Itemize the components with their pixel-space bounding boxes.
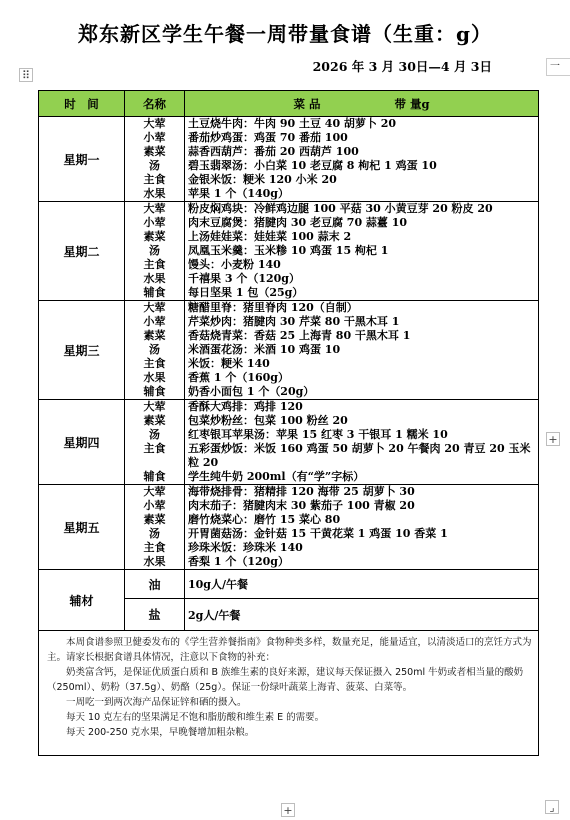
table-row — [39, 631, 539, 756]
dish-item: 糖醋里脊：猪里脊肉 120（自制） — [188, 301, 358, 314]
course-name: 小荤 — [143, 499, 166, 512]
course-name: 小荤 — [143, 131, 166, 144]
course-name: 主食 — [143, 258, 166, 271]
salt-value: 2g人/午餐 — [185, 599, 539, 631]
dish-item: 香梨 1 个（120g） — [188, 555, 289, 568]
side-tab[interactable]: 一 — [546, 58, 570, 76]
day-cell: 星期一 — [39, 117, 125, 202]
menu-table — [38, 90, 539, 756]
course-name — [125, 456, 184, 470]
dish-item: 香酥大鸡排：鸡排 120 — [188, 400, 303, 413]
dish-item: 千禧果 3 个（120g） — [188, 272, 300, 285]
dish-item: 米酒蛋花汤：米酒 10 鸡蛋 10 — [188, 343, 341, 356]
course-name: 辅食 — [143, 385, 166, 398]
dish-item: 粉皮焖鸡块：冷鲜鸡边腿 100 平菇 30 小黄豆芽 20 粉皮 20 — [188, 202, 493, 215]
dish-item: 肉末茄子：猪腱肉末 30 紫茄子 100 青椒 20 — [188, 499, 415, 512]
course-name: 大荤 — [143, 117, 166, 130]
course-name: 汤 — [149, 428, 160, 441]
course-name: 汤 — [149, 159, 160, 172]
course-name: 主食 — [143, 173, 166, 186]
add-row-icon[interactable]: + — [281, 803, 295, 817]
dish-item: 碧玉翡翠汤：小白菜 10 老豆腐 8 枸杞 1 鸡蛋 10 — [188, 159, 437, 172]
dish-item: 学生纯牛奶 200ml（有“学”字标） — [188, 470, 365, 483]
dish-item: 珍珠米饭：珍珠米 140 — [188, 541, 303, 554]
course-name: 大荤 — [143, 301, 166, 314]
course-name: 水果 — [143, 272, 166, 285]
name-cell — [125, 117, 185, 202]
dish-item: 五彩蛋炒饭：米饭 160 鸡蛋 50 胡萝卜 20 午餐肉 20 青豆 20 玉米粒 20 — [188, 442, 531, 469]
course-name: 水果 — [143, 555, 166, 568]
dish-item: 番茄炒鸡蛋：鸡蛋 70 番茄 100 — [188, 131, 348, 144]
course-name: 汤 — [149, 244, 160, 257]
day-cell: 星期五 — [39, 485, 125, 570]
name-cell — [125, 400, 185, 485]
dish-item: 海带烧排骨：猪精排 120 海带 25 胡萝卜 30 — [188, 485, 415, 498]
course-name: 大荤 — [143, 485, 166, 498]
dish-item: 凤凰玉米羹：玉米糁 10 鸡蛋 15 枸杞 1 — [188, 244, 389, 257]
course-name: 小荤 — [143, 216, 166, 229]
dish-item: 芹菜炒肉：猪腱肉 30 芹菜 80 干黑木耳 1 — [188, 315, 400, 328]
day-cell: 星期三 — [39, 301, 125, 400]
oil-value: 10g人/午餐 — [185, 570, 539, 599]
day-cell: 星期二 — [39, 202, 125, 301]
note-paragraph: 每天 10 克左右的坚果满足不饱和脂肪酸和维生素 E 的需要。 — [66, 712, 325, 723]
header-dish: 菜 品 — [293, 96, 321, 111]
dish-item: 每日坚果 1 包（25g） — [188, 286, 304, 299]
dish-item: 磨竹烧菜心：磨竹 15 菜心 80 — [188, 513, 341, 526]
course-name: 汤 — [149, 343, 160, 356]
table-move-handle-icon[interactable]: ⠿ — [19, 68, 33, 82]
course-name: 主食 — [143, 541, 166, 554]
page-title: 郑东新区学生午餐一周带量食谱（生重：g） — [78, 22, 492, 46]
dish-cell — [185, 485, 539, 570]
note-paragraph: 每天 200-250 克水果，早晚餐增加粗杂粮。 — [66, 727, 255, 738]
dish-item: 红枣银耳苹果汤：苹果 15 红枣 3 干银耳 1 糯米 10 — [188, 428, 448, 441]
notes-cell — [39, 631, 539, 756]
dish-cell — [185, 117, 539, 202]
day-cell: 星期四 — [39, 400, 125, 485]
course-name: 汤 — [149, 527, 160, 540]
dish-item: 开胃菌菇汤：金针菇 15 干黄花菜 1 鸡蛋 10 香菜 1 — [188, 527, 448, 540]
aux-label: 辅材 — [39, 570, 125, 631]
dish-item: 包菜炒粉丝：包菜 100 粉丝 20 — [188, 414, 348, 427]
name-cell — [125, 485, 185, 570]
course-name: 素菜 — [143, 329, 166, 342]
dish-cell — [185, 202, 539, 301]
salt-name: 盐 — [125, 599, 185, 631]
dish-item: 香蕉 1 个（160g） — [188, 371, 289, 384]
course-name: 主食 — [143, 442, 166, 455]
course-name: 素菜 — [143, 513, 166, 526]
dish-item: 金银米饭：粳米 120 小米 20 — [188, 173, 337, 186]
table-row — [39, 570, 539, 599]
note-paragraph: 本周食谱参照卫健委发布的《学生营养餐指南》食物种类多样，数量充足，能量适宜，以清淡适口的烹饪方式为主。请家长根据食谱具体情况，注意以下食物的补充： — [47, 637, 532, 663]
add-column-icon[interactable]: + — [546, 432, 560, 446]
note-paragraph: 奶类富含钙，是保证优质蛋白质和 B 族维生素的良好来源，建议每天保证摄入 250ml 牛奶或者相当量的酸奶（250ml）、奶粉（37.5g）、奶酪（25g）。保证一份绿叶蔬菜上海青、菠菜、白菜等。 — [47, 667, 524, 693]
header-amount: 带 量g — [394, 96, 430, 111]
table-resize-icon[interactable]: ⌟ — [545, 800, 559, 814]
dish-cell — [185, 400, 539, 485]
dish-item: 上汤娃娃菜：娃娃菜 100 蒜末 2 — [188, 230, 352, 243]
note-paragraph: 一周吃一到两次海产品保证锌和硒的摄入。 — [66, 697, 247, 708]
dish-item: 米饭：粳米 140 — [188, 357, 270, 370]
dish-item: 馒头：小麦粉 140 — [188, 258, 281, 271]
dish-item: 香菇烧青菜：香菇 25 上海青 80 干黑木耳 1 — [188, 329, 411, 342]
dish-cell — [185, 301, 539, 400]
table-header-row — [39, 91, 539, 117]
course-name: 大荤 — [143, 202, 166, 215]
course-name: 素菜 — [143, 145, 166, 158]
table-row — [39, 485, 539, 570]
dish-item: 肉末豆腐煲：猪腱肉 30 老豆腐 70 蒜薹 10 — [188, 216, 408, 229]
oil-name: 油 — [125, 570, 185, 599]
header-name: 名称 — [125, 91, 185, 117]
table-row — [39, 400, 539, 485]
table-row — [39, 301, 539, 400]
course-name: 大荤 — [143, 400, 166, 413]
header-dish-amount — [185, 91, 539, 117]
table-row — [39, 202, 539, 301]
dish-item: 土豆烧牛肉：牛肉 90 土豆 40 胡萝卜 20 — [188, 117, 397, 130]
header-time: 时 间 — [39, 91, 125, 117]
course-name: 辅食 — [143, 470, 166, 483]
course-name: 辅食 — [143, 286, 166, 299]
dish-item: 蒜香西葫芦：番茄 20 西葫芦 100 — [188, 145, 359, 158]
course-name: 素菜 — [143, 414, 166, 427]
course-name: 小荤 — [143, 315, 166, 328]
table-row — [39, 117, 539, 202]
dish-item: 苹果 1 个（140g） — [188, 187, 289, 200]
date-range: 2026 年 3 月 30日—4 月 3日 — [312, 59, 492, 74]
name-cell — [125, 202, 185, 301]
course-name: 素菜 — [143, 230, 166, 243]
name-cell — [125, 301, 185, 400]
course-name: 主食 — [143, 357, 166, 370]
course-name: 水果 — [143, 187, 166, 200]
dish-item: 奶香小面包 1 个（20g） — [188, 385, 315, 398]
course-name: 水果 — [143, 371, 166, 384]
